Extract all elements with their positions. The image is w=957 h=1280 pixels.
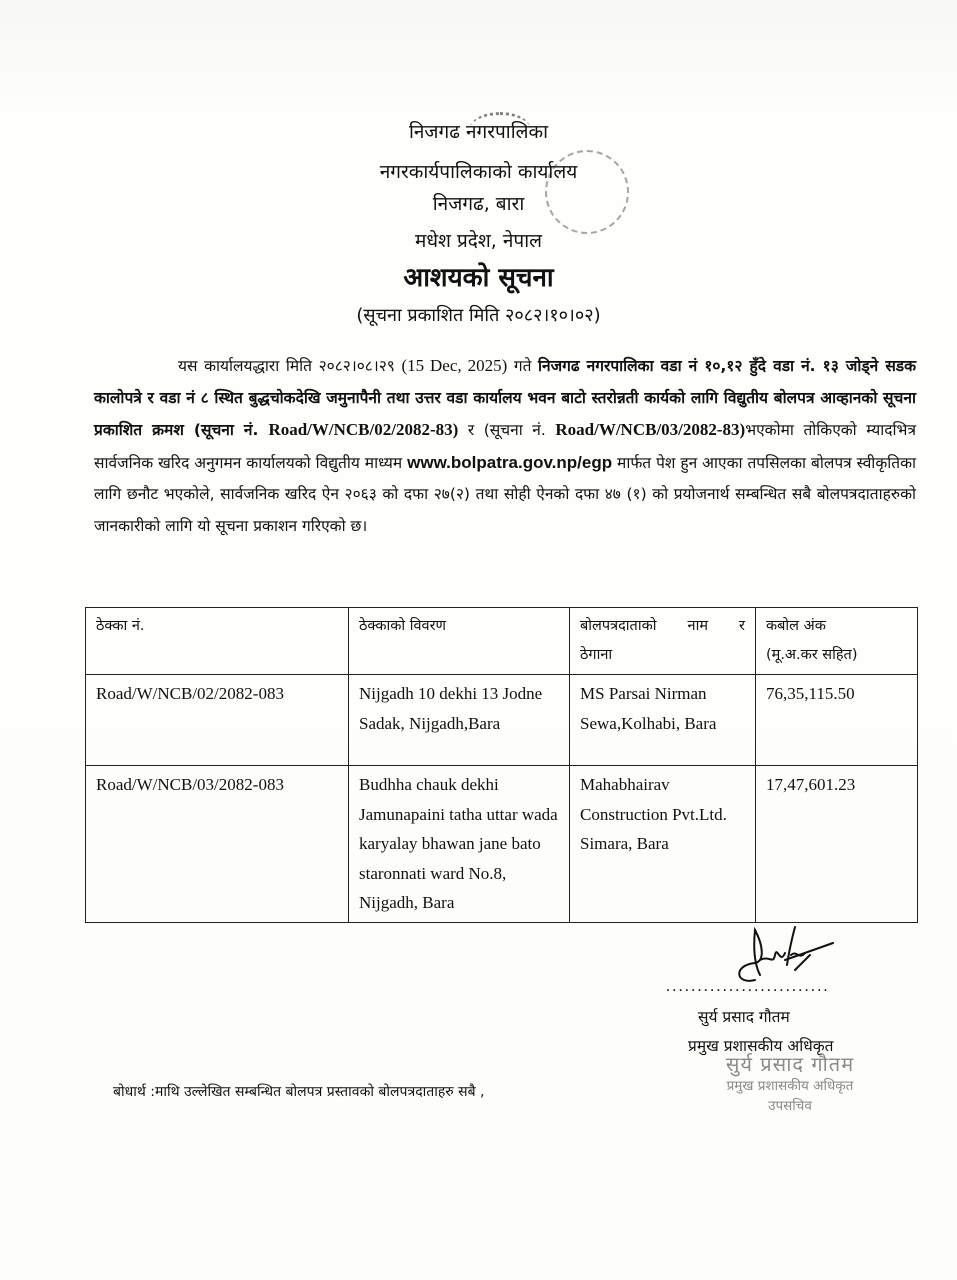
cc-recipients: बोधार्थ :माथि उल्लेखित सम्बन्धित बोलपत्र प्रस्तावको बोलपत्रदाताहरु सबै ,: [113, 1084, 485, 1100]
header-amount-line1: कबोल अंक: [766, 618, 826, 634]
table-header-row: [86, 608, 918, 675]
cell-bidder: MS Parsai Nirman Sewa,Kolhabi, Bara: [570, 675, 756, 766]
letterhead-location: निजगढ, बारा: [432, 193, 525, 215]
cell-bidder: Mahabhairav Construction Pvt.Ltd. Simara, Bara: [570, 766, 756, 923]
body-text: भएकोमा तोकिएको म्यादभित्र सार्वजनिक खरिद अनुगमन कार्यालयको विद्युतीय माध्यम: [94, 421, 916, 472]
notice-published-date: (सूचना प्रकाशित मिति २०८२।१०।०२): [356, 305, 601, 326]
notice-number-2: Road/W/NCB/03/2082-83): [555, 420, 746, 439]
header-bidder-line2: ठेगाना: [580, 647, 613, 663]
contracts-table: [85, 607, 918, 923]
bolpatra-url-link[interactable]: www.bolpatra.gov.np/egp: [407, 452, 613, 472]
cell-amount: 17,47,601.23: [756, 766, 918, 923]
cell-amount: 76,35,115.50: [756, 675, 918, 766]
name-stamp: [690, 1052, 890, 1116]
header-bidder: [570, 608, 756, 675]
notice-title: आशयको सूचना: [403, 263, 554, 293]
body-text: कार्यालय भवन बाटो स्तरोन्नती कार्यको लागि विद्युतीय बोलपत्र आव्हानको सूचना प्रकाशित क्रमश (सूचना नं.: [94, 388, 916, 439]
header-bidder-line1: बोलपत्रदाताको नाम र: [580, 618, 745, 634]
table-row: [86, 766, 918, 923]
body-text: गते: [507, 357, 539, 375]
signatory-name: सुर्य प्रसाद गौतम: [698, 1008, 790, 1026]
letterhead-office: नगरकार्यपालिकाको कार्यालय: [379, 161, 578, 183]
header-amount: [756, 608, 918, 675]
cell-contract-no: Road/W/NCB/03/2082-083: [86, 766, 349, 923]
stamp-title: प्रमुख प्रशासकीय अधिकृत: [726, 1078, 854, 1094]
body-project-title: निजगढ नगरपालिका वडा नं १०,१२ हुँदे वडा नं. १३ जोड्ने सडक कालोपत्रे र वडा नं ८ स्थित बुद्धचोकदेखि जमुनापैनी तथा उत्तर वडा: [94, 357, 916, 407]
notice-number-1: Road/W/NCB/02/2082-83): [268, 420, 459, 439]
notice-body: [94, 350, 916, 542]
cell-description: Budhha chauk dekhi Jamunapaini tatha uttar wada karyalay bhawan jane bato staronnati ward No.8, Nijgadh, Bara: [349, 766, 570, 923]
body-text: र (सूचना नं.: [458, 421, 556, 439]
body-text: मार्फत पेश हुन आएका तपसिलका बोलपत्र स्वीकृतिका लागि छनौट भएकोले, सार्वजनिक खरिद ऐन २०६३ को दफा २७(२) तथा सोही ऐनको दफा ४७ (१) को प्रयोजनार्थ सम्बन्धित सबै बोलपत्रदाताहरुको जानकारीको लागि यो सूचना प्रकाशन गरिएको छ।: [94, 453, 916, 535]
cell-description: Nijgadh 10 dekhi 13 Jodne Sadak, Nijgadh,Bara: [349, 675, 570, 766]
body-date-en: (15 Dec, 2025): [401, 356, 508, 375]
letterhead-municipality: निजगढ नगरपालिका: [408, 121, 549, 143]
signature-line: ..........................: [666, 978, 830, 995]
stamp-name: सुर्य प्रसाद गौतम: [725, 1052, 855, 1076]
header-description: ठेक्काको विवरण: [349, 608, 570, 675]
table-row: [86, 675, 918, 766]
body-text: यस कार्यालयद्धारा मिति २०८२।०८।२९: [178, 357, 402, 375]
signatory-title: प्रमुख प्रशासकीय अधिकृत: [688, 1037, 834, 1055]
cell-contract-no: Road/W/NCB/02/2082-083: [86, 675, 349, 766]
header-amount-line2: (मू.अ.कर सहित): [766, 647, 858, 663]
letterhead-province: मधेश प्रदेश, नेपाल: [414, 230, 543, 252]
stamp-rank: उपसचिव: [768, 1098, 812, 1114]
header-contract-no: ठेक्का नं.: [86, 608, 349, 675]
